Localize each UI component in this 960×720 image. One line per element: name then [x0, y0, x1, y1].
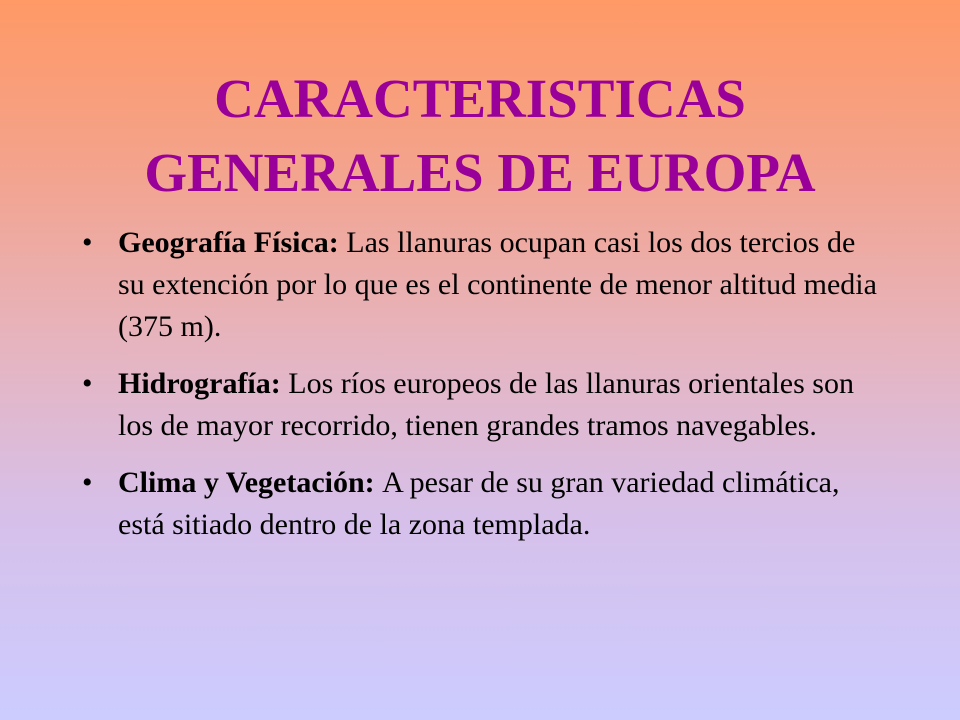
- slide-title-line-1: CARACTERISTICAS: [214, 68, 746, 129]
- bullet-marker: •: [82, 466, 93, 499]
- slide-title-line-2: GENERALES DE EUROPA: [144, 142, 816, 203]
- bullet-text: A pesar de su gran variedad climática, está sitiado dentro de la zona templada.: [118, 466, 840, 541]
- slide-title: [0, 62, 960, 210]
- bullet-hidrografia: [82, 363, 882, 447]
- bullet-term: Geografía Física:: [118, 226, 347, 259]
- bullet-marker: •: [82, 226, 93, 259]
- bullet-term: Hidrografía:: [118, 367, 289, 400]
- bullet-marker: •: [82, 367, 93, 400]
- bullet-clima-vegetacion: [82, 462, 882, 546]
- bullet-text: Las llanuras ocupan casi los dos tercios de su extención por lo que es el continente de menor altitud media (375 m).: [118, 226, 877, 343]
- bullet-text: Los ríos europeos de las llanuras orientales son los de mayor recorrido, tienen grandes tramos navegables.: [118, 367, 854, 442]
- bullet-geografia-fisica: [82, 222, 882, 348]
- bullet-term: Clima y Vegetación:: [118, 466, 383, 499]
- bullet-list: [82, 222, 882, 561]
